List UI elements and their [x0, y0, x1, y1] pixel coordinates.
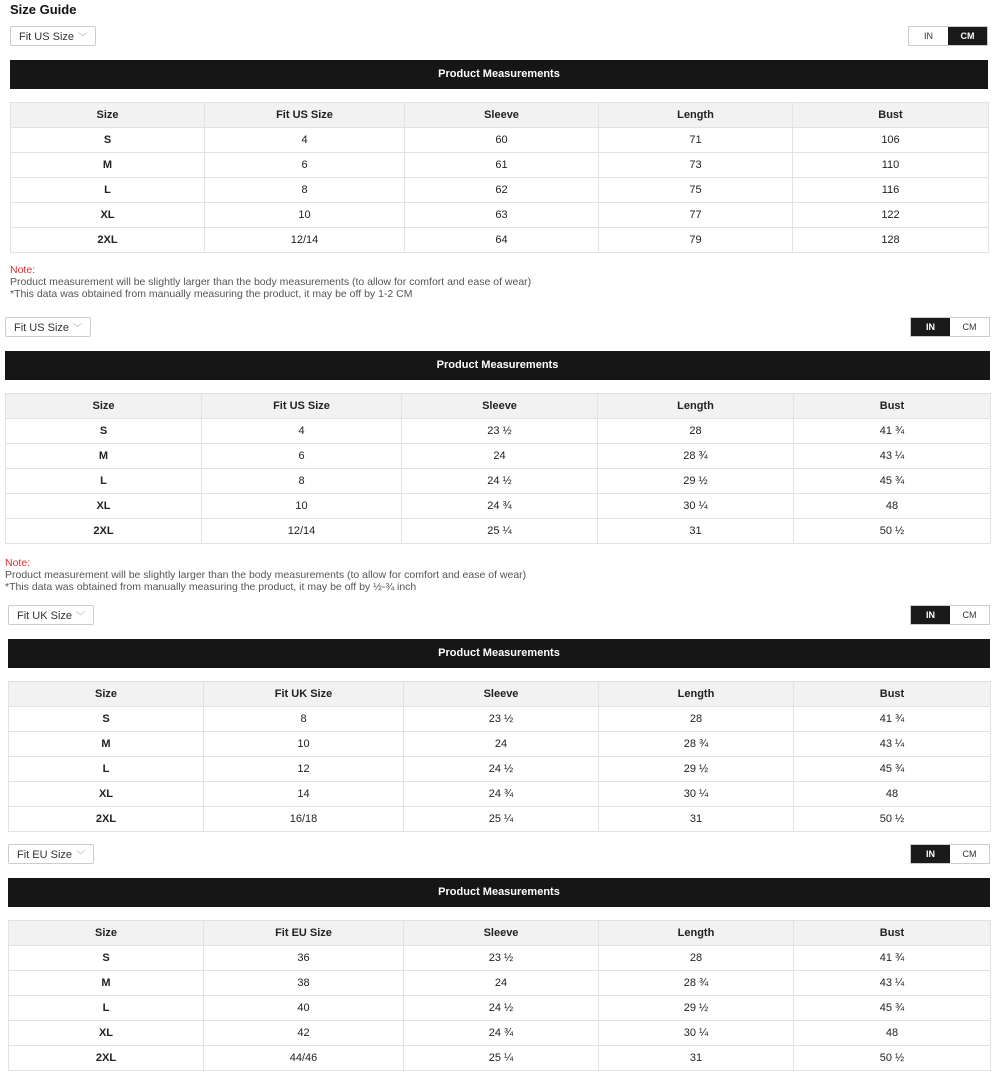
table-cell: 48: [794, 494, 991, 519]
note-label: Note:: [5, 557, 31, 569]
measurements-banner: Product Measurements: [8, 878, 990, 907]
table-cell: 50 ½: [794, 807, 991, 832]
table-row: [6, 419, 991, 444]
note-line: *This data was obtained from manually measuring the product, it may be off by ½-¾ inch: [5, 581, 417, 593]
table-cell: 6: [205, 153, 405, 178]
table-cell: 41 ¾: [794, 946, 991, 971]
measurement-note: [10, 264, 531, 300]
table-cell: 4: [202, 419, 402, 444]
table-cell: 29 ½: [599, 757, 794, 782]
size-cell: S: [11, 128, 205, 153]
table-cell: 24: [404, 732, 599, 757]
table-row: [9, 732, 991, 757]
table-row: [11, 128, 989, 153]
table-cell: 128: [793, 228, 989, 253]
fit-size-select-label: Fit US Size: [14, 322, 70, 334]
size-cell: L: [9, 996, 204, 1021]
table-row: [6, 444, 991, 469]
table-cell: 28 ¾: [599, 732, 794, 757]
fit-size-select[interactable]: [5, 317, 91, 337]
col-header: Length: [599, 682, 794, 707]
table-row: [6, 519, 991, 544]
unit-toggle: [910, 844, 990, 864]
size-cell: S: [9, 946, 204, 971]
table-cell: 28: [599, 946, 794, 971]
table-cell: 31: [598, 519, 794, 544]
table-row: [6, 494, 991, 519]
table-row: [9, 996, 991, 1021]
table-cell: 31: [599, 807, 794, 832]
table-row: [9, 782, 991, 807]
table-cell: 16/18: [204, 807, 404, 832]
size-cell: XL: [9, 1021, 204, 1046]
table-cell: 28: [598, 419, 794, 444]
col-header: Bust: [793, 103, 989, 128]
table-row: [11, 178, 989, 203]
note-line: *This data was obtained from manually measuring the product, it may be off by 1-2 CM: [10, 288, 413, 300]
table-cell: 8: [202, 469, 402, 494]
table-cell: 28 ¾: [598, 444, 794, 469]
table-header-row: [9, 921, 991, 946]
col-header: Length: [598, 394, 794, 419]
table-cell: 50 ½: [794, 1046, 991, 1071]
table-cell: 62: [405, 178, 599, 203]
col-header: Fit EU Size: [204, 921, 404, 946]
table-cell: 4: [205, 128, 405, 153]
measurements-banner: Product Measurements: [8, 639, 990, 668]
table-header-row: [9, 682, 991, 707]
table-row: [6, 469, 991, 494]
chevron-down-icon: ﹀: [78, 32, 88, 42]
table-cell: 44/46: [204, 1046, 404, 1071]
col-header: Sleeve: [402, 394, 598, 419]
col-header: Bust: [794, 394, 991, 419]
col-header: Fit US Size: [202, 394, 402, 419]
table-cell: 110: [793, 153, 989, 178]
table-row: [11, 153, 989, 178]
table-cell: 10: [205, 203, 405, 228]
col-header: Fit UK Size: [204, 682, 404, 707]
table-cell: 48: [794, 1021, 991, 1046]
table-cell: 50 ½: [794, 519, 991, 544]
table-row: [9, 807, 991, 832]
table-cell: 106: [793, 128, 989, 153]
table-cell: 23 ½: [404, 946, 599, 971]
col-header: Bust: [794, 682, 991, 707]
unit-cm-button[interactable]: CM: [962, 610, 977, 620]
unit-toggle: [910, 605, 990, 625]
table-cell: 23 ½: [402, 419, 598, 444]
table-cell: 43 ¼: [794, 732, 991, 757]
unit-cm-button[interactable]: CM: [962, 322, 977, 332]
table-row: [9, 971, 991, 996]
controls-row: [8, 605, 990, 627]
col-header: Fit US Size: [205, 103, 405, 128]
table-cell: 25 ¼: [404, 1046, 599, 1071]
table-cell: 79: [599, 228, 793, 253]
col-header: Sleeve: [405, 103, 599, 128]
table-cell: 25 ¼: [402, 519, 598, 544]
table-header-row: [11, 103, 989, 128]
table-cell: 71: [599, 128, 793, 153]
col-header: Bust: [794, 921, 991, 946]
size-cell: 2XL: [9, 807, 204, 832]
chevron-down-icon: ﹀: [73, 323, 83, 333]
table-cell: 12: [204, 757, 404, 782]
size-cell: L: [11, 178, 205, 203]
table-cell: 24 ¾: [404, 1021, 599, 1046]
table-cell: 10: [204, 732, 404, 757]
table-cell: 10: [202, 494, 402, 519]
table-cell: 42: [204, 1021, 404, 1046]
table-cell: 8: [205, 178, 405, 203]
table-row: [9, 1021, 991, 1046]
table-cell: 12/14: [205, 228, 405, 253]
fit-size-select-label: Fit UK Size: [17, 610, 73, 622]
size-section-in-uk: [8, 605, 990, 840]
table-cell: 48: [794, 782, 991, 807]
table-cell: 43 ¼: [794, 971, 991, 996]
col-header: Size: [9, 682, 204, 707]
unit-toggle: [910, 317, 990, 337]
table-cell: 38: [204, 971, 404, 996]
table-cell: 6: [202, 444, 402, 469]
measurements-table: [10, 102, 989, 253]
table-cell: 24: [402, 444, 598, 469]
table-cell: 30 ¼: [599, 782, 794, 807]
fit-size-select[interactable]: [8, 605, 94, 625]
size-cell: M: [11, 153, 205, 178]
table-cell: 24 ½: [402, 469, 598, 494]
note-line: Product measurement will be slightly larger than the body measurements (to allow for comfort and ease of wear): [5, 569, 527, 581]
table-cell: 60: [405, 128, 599, 153]
table-cell: 122: [793, 203, 989, 228]
table-cell: 45 ¾: [794, 996, 991, 1021]
size-cell: M: [6, 444, 202, 469]
controls-row: [10, 26, 988, 48]
table-row: [11, 228, 989, 253]
table-cell: 45 ¾: [794, 469, 991, 494]
table-cell: 77: [599, 203, 793, 228]
measurements-table: [8, 920, 991, 1071]
table-cell: 24 ½: [404, 757, 599, 782]
col-header: Size: [6, 394, 202, 419]
size-cell: XL: [6, 494, 202, 519]
measurements-banner: Product Measurements: [5, 351, 990, 380]
size-cell: S: [6, 419, 202, 444]
table-cell: 43 ¼: [794, 444, 991, 469]
size-cell: 2XL: [11, 228, 205, 253]
note-label: Note:: [10, 264, 36, 276]
chevron-down-icon: ﹀: [76, 850, 86, 860]
fit-size-select[interactable]: [10, 26, 96, 46]
size-cell: 2XL: [6, 519, 202, 544]
unit-toggle: [908, 26, 988, 46]
unit-cm-button[interactable]: CM: [948, 27, 987, 45]
table-cell: 23 ½: [404, 707, 599, 732]
measurement-note: [5, 557, 526, 593]
table-header-row: [6, 394, 991, 419]
size-cell: L: [6, 469, 202, 494]
table-cell: 30 ¼: [598, 494, 794, 519]
table-row: [11, 203, 989, 228]
table-cell: 24 ¾: [402, 494, 598, 519]
table-cell: 24 ¾: [404, 782, 599, 807]
chevron-down-icon: ﹀: [76, 611, 86, 621]
table-cell: 30 ¼: [599, 1021, 794, 1046]
table-cell: 29 ½: [598, 469, 794, 494]
size-section-cm: [10, 26, 988, 306]
table-cell: 29 ½: [599, 996, 794, 1021]
table-cell: 40: [204, 996, 404, 1021]
note-line: Product measurement will be slightly larger than the body measurements (to allow for comfort and ease of wear): [10, 276, 532, 288]
table-cell: 12/14: [202, 519, 402, 544]
table-cell: 45 ¾: [794, 757, 991, 782]
table-cell: 41 ¾: [794, 419, 991, 444]
measurements-table: [5, 393, 991, 544]
size-cell: S: [9, 707, 204, 732]
table-cell: 28 ¾: [599, 971, 794, 996]
size-cell: M: [9, 971, 204, 996]
table-cell: 63: [405, 203, 599, 228]
size-cell: 2XL: [9, 1046, 204, 1071]
controls-row: [5, 317, 990, 339]
size-cell: XL: [11, 203, 205, 228]
table-cell: 24: [404, 971, 599, 996]
size-cell: L: [9, 757, 204, 782]
fit-size-select-label: Fit EU Size: [17, 849, 73, 861]
table-cell: 75: [599, 178, 793, 203]
table-row: [9, 1046, 991, 1071]
fit-size-select-label: Fit US Size: [19, 31, 75, 43]
table-cell: 31: [599, 1046, 794, 1071]
measurements-banner: Product Measurements: [10, 60, 988, 89]
unit-in-button[interactable]: IN: [911, 845, 950, 863]
table-cell: 25 ¼: [404, 807, 599, 832]
table-cell: 36: [204, 946, 404, 971]
controls-row: [8, 844, 990, 866]
size-cell: XL: [9, 782, 204, 807]
measurements-table: [8, 681, 991, 832]
col-header: Size: [9, 921, 204, 946]
table-row: [9, 707, 991, 732]
table-cell: 8: [204, 707, 404, 732]
col-header: Size: [11, 103, 205, 128]
unit-in-button[interactable]: IN: [911, 606, 950, 624]
table-row: [9, 946, 991, 971]
unit-cm-button[interactable]: CM: [962, 849, 977, 859]
table-cell: 14: [204, 782, 404, 807]
size-section-in-eu: [8, 844, 990, 1079]
table-row: [9, 757, 991, 782]
table-cell: 41 ¾: [794, 707, 991, 732]
fit-size-select[interactable]: [8, 844, 94, 864]
page-title: Size Guide: [10, 2, 77, 17]
table-cell: 73: [599, 153, 793, 178]
size-cell: M: [9, 732, 204, 757]
col-header: Sleeve: [404, 682, 599, 707]
size-section-in-us: [5, 317, 990, 597]
unit-in-button[interactable]: IN: [911, 318, 950, 336]
table-cell: 24 ½: [404, 996, 599, 1021]
col-header: Sleeve: [404, 921, 599, 946]
table-cell: 28: [599, 707, 794, 732]
table-cell: 64: [405, 228, 599, 253]
col-header: Length: [599, 921, 794, 946]
table-cell: 61: [405, 153, 599, 178]
unit-in-button[interactable]: IN: [924, 31, 933, 41]
table-cell: 116: [793, 178, 989, 203]
col-header: Length: [599, 103, 793, 128]
